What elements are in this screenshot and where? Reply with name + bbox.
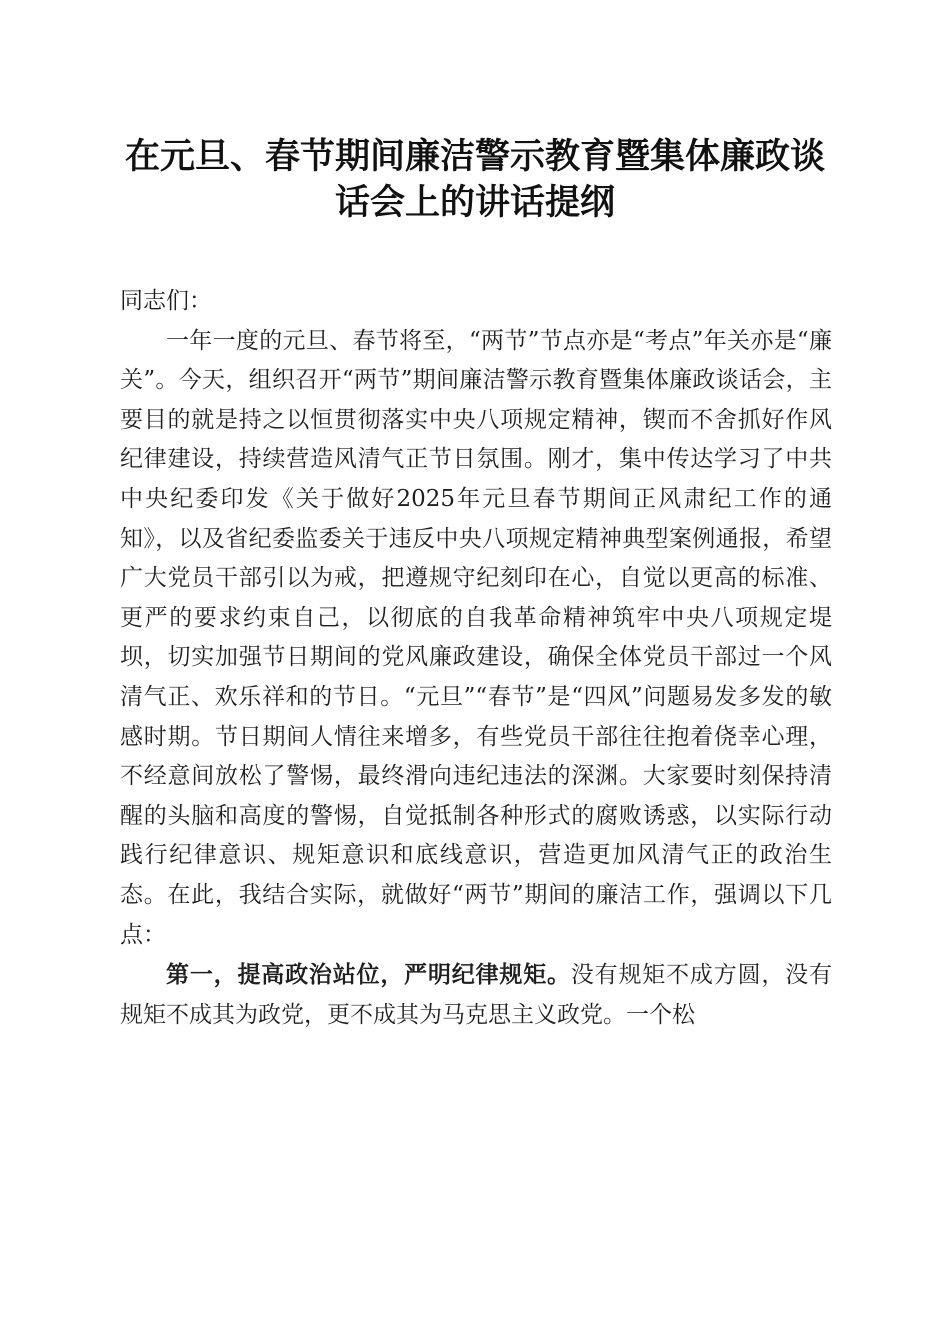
- paragraph-text: 没有规矩不成方圆，没有规矩不成其为政党，更不成其为马克思主义政党。一个松: [120, 962, 833, 1028]
- paragraph-heading: 第一，提高政治站位，严明纪律规矩。: [166, 961, 571, 989]
- paragraph-first-point: [120, 955, 832, 1035]
- document-title: [100, 134, 850, 226]
- paragraph-intro: 一年一度的元旦、春节将至，“两节”节点亦是“考点”年关亦是“廉关”。今天，组织召开“两节”期间廉洁警示教育暨集体廉政谈话会，主要目的就是持之以恒贯彻落实中央八项规定精神，锲而不舍抓好作风纪律建设，持续营造风清气正节日氛围。刚才，集中传达学习了中共中央纪委印发《关于做好2025年元旦春节期间正风肃纪工作的通知》，以及省纪委监委关于违反中央八项规定精神典型案例通报，希望广大党员干部引以为戒，把遵规守纪刻印在心，自觉以更高的标准、更严的要求约束自己，以彻底的自我革命精神筑牢中央八项规定堤坝，切实加强节日期间的党风廉政建设，确保全体党员干部过一个风清气正、欢乐祥和的节日。“元旦”“春节”是“四风”问题易发多发的敏感时期。节日期间人情往来增多，有些党员干部往往抱着侥幸心理，不经意间放松了警惕，最终滑向违纪违法的深渊。大家要时刻保持清醒的头脑和高度的警惕，自觉抵制各种形式的腐败诱惑，以实际行动践行纪律意识、规矩意识和底线意识，营造更加风清气正的政治生态。在此，我结合实际，就做好“两节”期间的廉洁工作，强调以下几点：: [120, 327, 832, 948]
- document-body: [120, 282, 832, 1035]
- title-line-1: 在元旦、春节期间廉洁警示教育暨集体廉政谈: [124, 136, 825, 177]
- title-line-2: 话会上的讲话提纲: [334, 182, 615, 223]
- salutation: 同志们：: [120, 288, 212, 314]
